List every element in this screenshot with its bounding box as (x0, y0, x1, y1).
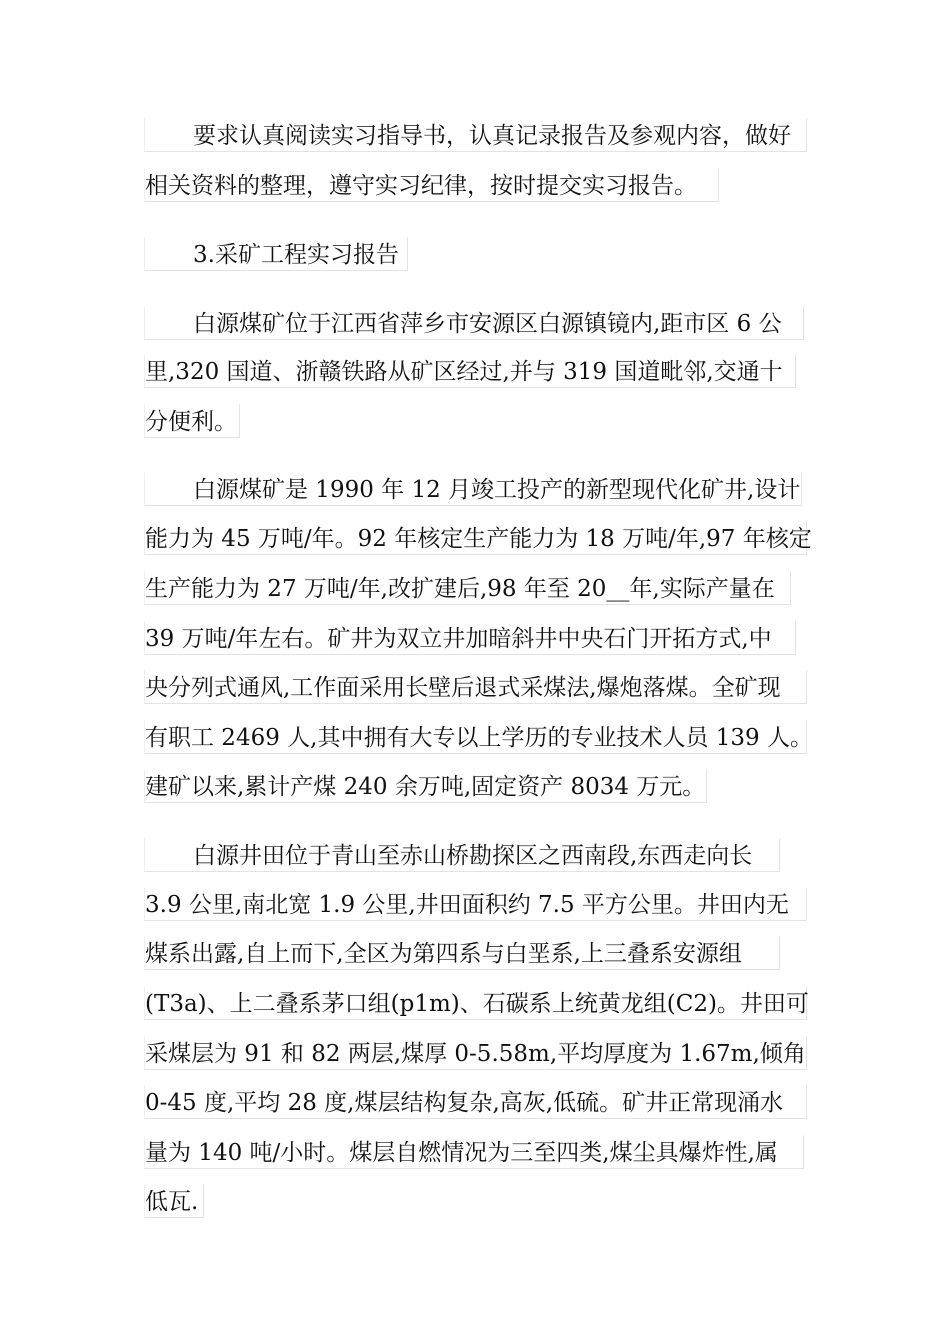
text-line: 白源煤矿是 1990 年 12 月竣工投产的新型现代化矿井,设计 (144, 472, 802, 506)
text-line: 能力为 45 万吨/年。92 年核定生产能力为 18 万吨/年,97 年核定 (144, 521, 807, 555)
text-line: 要求认真阅读实习指导书，认真记录报告及参观内容，做好 (144, 118, 807, 152)
text-line: 有职工 2469 人,其中拥有大专以上学历的专业技术人员 139 人。 (144, 720, 807, 754)
text-line: 0-45 度,平均 28 度,煤层结构复杂,高灰,低硫。矿井正常现涌水 (144, 1085, 807, 1119)
text-line: 3.9 公里,南北宽 1.9 公里,井田面积约 7.5 平方公里。井田内无 (144, 887, 807, 921)
text-line: 生产能力为 27 万吨/年,改扩建后,98 年至 20__年,实际产量在 (144, 571, 791, 605)
text-line: 煤系出露,自上而下,全区为第四系与白垩系,上三叠系安源组 (144, 936, 780, 970)
text-line: 分便利。 (144, 404, 240, 438)
text-line: 央分列式通风,工作面采用长壁后退式采煤法,爆炮落煤。全矿现 (144, 670, 807, 704)
text-line: 39 万吨/年左右。矿井为双立井加暗斜井中央石门开拓方式,中 (144, 621, 796, 655)
text-line: 低瓦. (144, 1184, 204, 1218)
text-line: 采煤层为 91 和 82 两层,煤厚 0-5.58m,平均厚度为 1.67m,倾角 (144, 1036, 807, 1070)
text-line: 相关资料的整理，遵守实习纪律，按时提交实习报告。 (144, 168, 719, 202)
text-line: 白源煤矿位于江西省萍乡市安源区白源镇镜内,距市区 6 公 (144, 306, 804, 340)
text-line: 白源井田位于青山至赤山桥勘探区之西南段,东西走向长 (144, 838, 780, 872)
text-line: (T3a)、上二叠系茅口组(p1m)、石碳系上统黄龙组(C2)。井田可 (144, 986, 807, 1020)
text-line: 里,320 国道、浙赣铁路从矿区经过,并与 319 国道毗邻,交通十 (144, 354, 796, 388)
text-line: 建矿以来,累计产煤 240 余万吨,固定资产 8034 万元。 (144, 769, 707, 803)
section-heading: 3.采矿工程实习报告 (144, 237, 408, 271)
text-line: 量为 140 吨/小时。煤层自燃情况为三至四类,煤尘具爆炸性,属 (144, 1135, 804, 1169)
